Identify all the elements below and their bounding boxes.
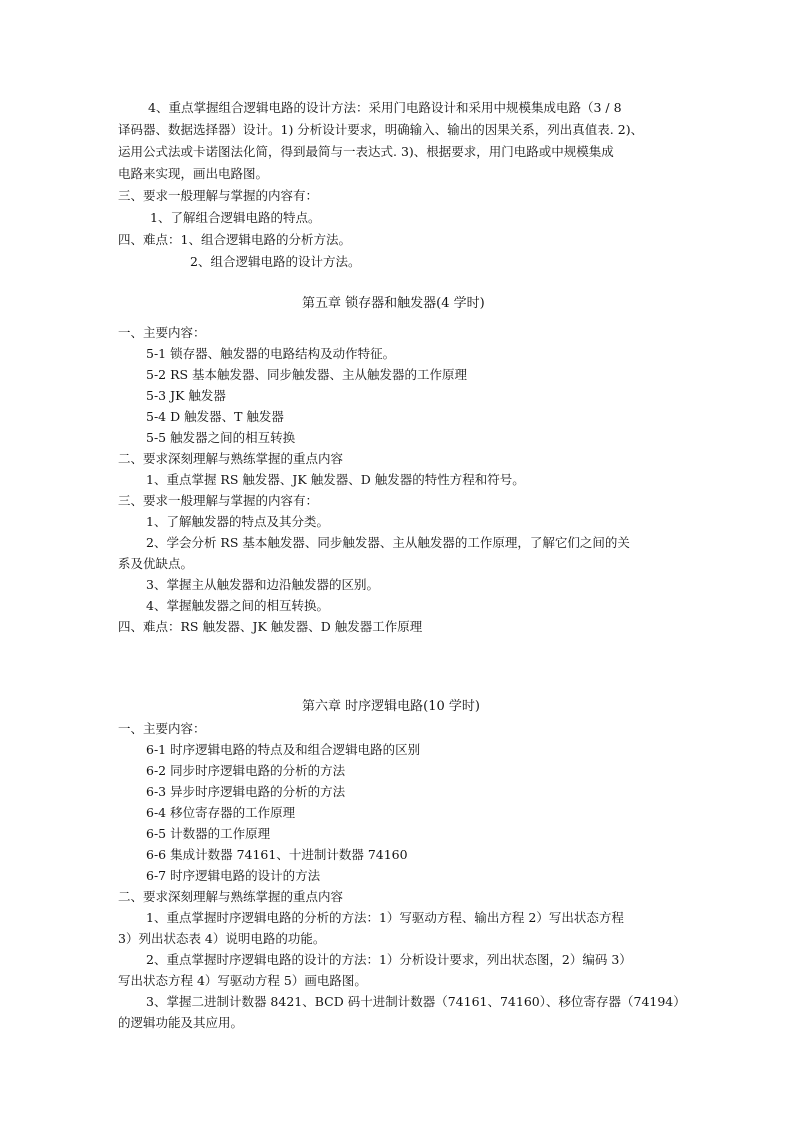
list-item: 1、了解触发器的特点及其分类。: [146, 514, 329, 529]
section-heading: 三、要求一般理解与掌握的内容有：: [118, 493, 319, 508]
section-heading: 二、要求深刻理解与熟练掌握的重点内容: [118, 889, 344, 904]
section-heading: 一、主要内容：: [118, 721, 206, 736]
section-heading: 一、主要内容：: [118, 325, 206, 340]
paragraph-line: 4、重点掌握组合逻辑电路的设计方法：采用门电路设计和采用中规模集成电路（3 / 8: [148, 100, 622, 115]
list-item: 6-2 同步时序逻辑电路的分析的方法: [146, 763, 346, 778]
list-item: 6-5 计数器的工作原理: [146, 826, 271, 841]
list-item: 5-3 JK 触发器: [146, 388, 226, 403]
paragraph-line: 2、学会分析 RS 基本触发器、同步触发器、主从触发器的工作原理，了解它们之间的关: [146, 535, 630, 550]
list-item: 5-2 RS 基本触发器、同步触发器、主从触发器的工作原理: [146, 367, 468, 382]
list-item: 6-3 异步时序逻辑电路的分析的方法: [146, 784, 346, 799]
paragraph-line: 2、重点掌握时序逻辑电路的设计的方法：1）分析设计要求，列出状态图，2）编码 3）: [146, 952, 632, 967]
list-item: 4、掌握触发器之间的相互转换。: [146, 598, 329, 613]
list-item: 5-5 触发器之间的相互转换: [146, 430, 296, 445]
list-item: 5-4 D 触发器、T 触发器: [146, 409, 284, 424]
list-item: 3、掌握主从触发器和边沿触发器的区别。: [146, 577, 379, 592]
list-item: 1、重点掌握 RS 触发器、JK 触发器、D 触发器的特性方程和符号。: [146, 472, 525, 487]
list-item: 6-7 时序逻辑电路的设计的方法: [146, 868, 321, 883]
paragraph-line: 1、重点掌握时序逻辑电路的分析的方法：1）写驱动方程、输出方程 2）写出状态方程: [146, 910, 624, 925]
section-heading: 三、要求一般理解与掌握的内容有：: [118, 188, 319, 203]
paragraph-line: 3）列出状态表 4）说明电路的功能。: [118, 931, 326, 946]
list-item: 6-1 时序逻辑电路的特点及和组合逻辑电路的区别: [146, 742, 421, 757]
paragraph-line: 的逻辑功能及其应用。: [118, 1015, 244, 1030]
list-item: 6-6 集成计数器 74161、十进制计数器 74160: [146, 847, 408, 862]
chapter-title: 第六章 时序逻辑电路(10 学时): [302, 699, 480, 714]
list-item: 6-4 移位寄存器的工作原理: [146, 805, 296, 820]
paragraph-line: 系及优缺点。: [118, 556, 194, 571]
paragraph-line: 译码器、数据选择器）设计。1) 分析设计要求，明确输入、输出的因果关系，列出真值表. 2)、: [118, 122, 644, 137]
chapter-title: 第五章 锁存器和触发器(4 学时): [302, 296, 485, 311]
paragraph-line: 电路来实现，画出电路图。: [118, 166, 269, 181]
section-heading: 四、难点：1、组合逻辑电路的分析方法。: [118, 232, 351, 247]
list-item: 2、组合逻辑电路的设计方法。: [190, 254, 361, 269]
paragraph-line: 3、掌握二进制计数器 8421、BCD 码十进制计数器（74161、74160）、移位寄存器（74194）: [146, 994, 686, 1009]
paragraph-line: 写出状态方程 4）写驱动方程 5）画电路图。: [118, 973, 367, 988]
list-item: 5-1 锁存器、触发器的电路结构及动作特征。: [146, 346, 396, 361]
paragraph-line: 运用公式法或卡诺图法化简，得到最简与一表达式. 3)、根据要求，用门电路或中规模集成: [118, 144, 614, 159]
section-heading: 四、难点：RS 触发器、JK 触发器、D 触发器工作原理: [118, 619, 423, 634]
section-heading: 二、要求深刻理解与熟练掌握的重点内容: [118, 451, 344, 466]
list-item: 1、了解组合逻辑电路的特点。: [150, 210, 321, 225]
